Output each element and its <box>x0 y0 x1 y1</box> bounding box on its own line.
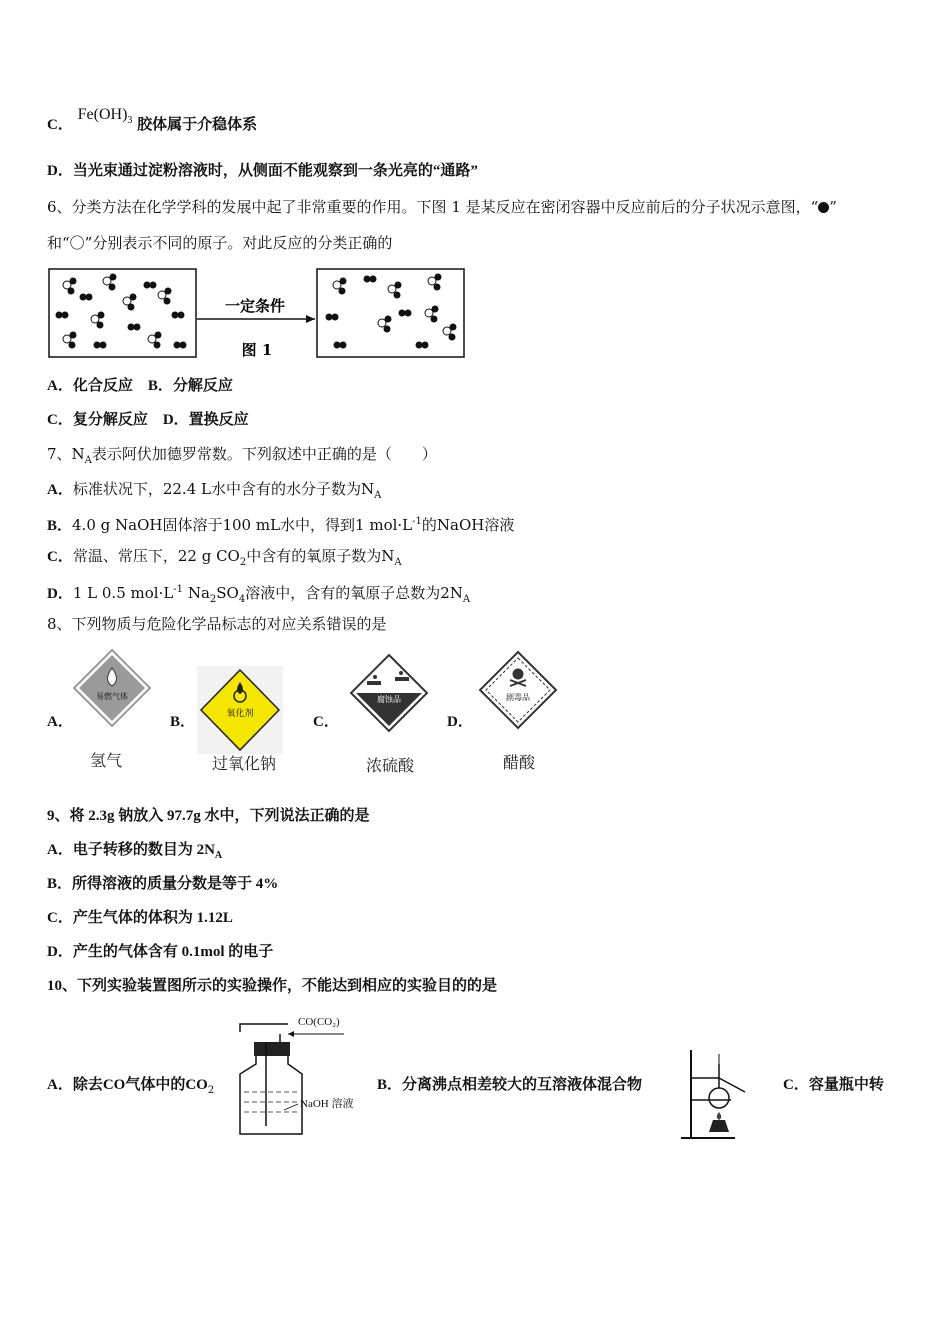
label-leader <box>284 1104 298 1110</box>
molecule-ab2 <box>378 316 391 332</box>
molecule-ab2 <box>388 282 401 298</box>
fe-oh-3-formula: $Fe(OH)_3$ <box>77 106 133 127</box>
molecule-ab2 <box>158 288 171 304</box>
q8-caption-c: 浓硫酸 <box>366 756 415 775</box>
inlet-tube <box>240 1024 288 1032</box>
svg-text:易燃气体: 易燃气体 <box>96 692 128 701</box>
q9-option-b: B．所得溶液的质量分数是等于 4% <box>47 876 279 892</box>
gas-inlet-label: CO(CO₂) <box>298 1016 340 1028</box>
liquid-level <box>244 1092 298 1112</box>
toxic-sign <box>478 650 558 730</box>
solution-label: NaOH 溶液 <box>300 1098 354 1110</box>
arrow-condition-label: 一定条件 <box>224 297 286 315</box>
q6-stem-line2: 和“〇”分别表示不同的原子。对此反应的分类正确的 <box>47 234 393 252</box>
bottle-body <box>240 1056 302 1134</box>
q8-option-c-label: C． <box>313 714 339 730</box>
molecule-ab2 <box>123 294 136 310</box>
q6-options-line2: C．复分解反应 D．置换反应 <box>47 412 249 428</box>
q10-option-c: C．容量瓶中转 <box>783 1077 884 1093</box>
molecule-b2 <box>326 314 338 320</box>
molecule-ab2 <box>333 278 346 294</box>
q9-option-a: A．电子转移的数目为 $2N_A$ <box>47 842 223 861</box>
q7-option-b: B．4.0 g NaOH固体溶于100 mL水中，得到1 $mol\cdot L^{-1}$的NaOH溶液 <box>47 516 515 534</box>
molecule-ab2 <box>148 332 161 348</box>
q7-option-c: C．常温、常压下，22 g $CO_2$中含有的氧原子数为$N_A$ <box>47 547 402 568</box>
q8-option-a-label: A． <box>47 714 73 730</box>
molecule-ab2 <box>63 278 76 294</box>
svg-text:腐蚀品: 腐蚀品 <box>377 695 401 704</box>
q5-option-c: C． $Fe(OH)_3$ 胶体属于介稳体系 <box>47 106 258 133</box>
svg-text:氧化剂: 氧化剂 <box>226 709 254 719</box>
molecule-b2 <box>416 342 428 348</box>
q8-caption-a: 氢气 <box>90 751 123 770</box>
molecule-b2 <box>94 342 106 348</box>
flammable-gas-sign <box>72 648 152 728</box>
molecule-b2 <box>56 312 68 318</box>
q5-option-d: D．当光束通过淀粉溶液时，从侧面不能观察到一条光亮的“通路” <box>47 163 478 179</box>
black-atom-icon <box>818 202 829 213</box>
molecule-ab2 <box>91 312 104 328</box>
molecule-ab2 <box>443 324 456 340</box>
q8-caption-b: 过氧化钠 <box>212 754 277 773</box>
q7-option-a: A．标准状况下，22.4 L水中含有的水分子数为$N_A$ <box>47 480 382 501</box>
molecule-ab2 <box>63 332 76 348</box>
molecule-b2 <box>334 342 346 348</box>
molecule-ab2 <box>428 274 441 290</box>
corrosive-sign <box>349 653 429 733</box>
q6-reaction-figure <box>47 267 467 362</box>
q8-caption-d: 醋酸 <box>503 753 536 772</box>
rubber-stopper <box>254 1042 290 1056</box>
molecule-b2 <box>399 310 411 316</box>
q10-stem: 10、下列实验装置图所示的实验操作，不能达到相应的实验目的的是 <box>47 978 498 994</box>
burner-icon <box>709 1120 729 1132</box>
q9-option-d: D．产生的气体含有 0.1mol 的电子 <box>47 944 274 960</box>
q10-option-a: A．除去CO气体中的$CO_2$ <box>47 1077 215 1096</box>
q7-option-d: D．1 L 0.5 $mol\cdot L^{-1}$ $Na_2SO_4$溶液中，含有的氧原子总数为$2N_A$ <box>47 584 471 605</box>
gas-washing-bottle-figure <box>232 1012 372 1142</box>
figure-caption: 图 1 <box>241 341 273 359</box>
q8-option-b-label: B． <box>170 714 196 730</box>
molecule-ab2 <box>103 274 116 290</box>
after-molecules <box>326 274 456 348</box>
q9-option-c: C．产生气体的体积为 1.12L <box>47 910 233 926</box>
before-molecules <box>56 274 186 348</box>
q9-stem: 9、将 2.3g 钠放入 97.7g 水中，下列说法正确的是 <box>47 808 370 824</box>
molecule-b2 <box>364 276 376 282</box>
oxidizer-sign <box>197 666 283 754</box>
q6-options-line1: A．化合反应 B．分解反应 <box>47 378 233 394</box>
molecule-b2 <box>174 342 186 348</box>
molecule-b2 <box>80 294 92 300</box>
flask-bulb <box>709 1088 729 1108</box>
molecule-ab2 <box>425 306 438 322</box>
svg-text:剧毒品: 剧毒品 <box>506 693 530 702</box>
distillation-apparatus-figure <box>675 1048 765 1143</box>
q7-stem: 7、$N_A$表示阿伏加德罗常数。下列叙述中正确的是（ ） <box>47 445 437 466</box>
q10-option-b: B．分离沸点相差较大的互溶液体混合物 <box>377 1077 643 1093</box>
molecule-b2 <box>128 324 140 330</box>
q8-option-d-label: D． <box>447 714 473 730</box>
molecule-b2 <box>172 312 184 318</box>
q6-stem-line1: 6、分类方法在化学学科的发展中起了非常重要的作用。下图 1 是某反应在密闭容器中反应前后的分子状况示意图，“ ” <box>47 198 837 216</box>
side-arm <box>719 1078 745 1092</box>
molecule-b2 <box>144 282 156 288</box>
q8-stem: 8、下列物质与危险化学品标志的对应关系错误的是 <box>47 615 387 633</box>
reaction-arrow-head <box>306 315 315 323</box>
